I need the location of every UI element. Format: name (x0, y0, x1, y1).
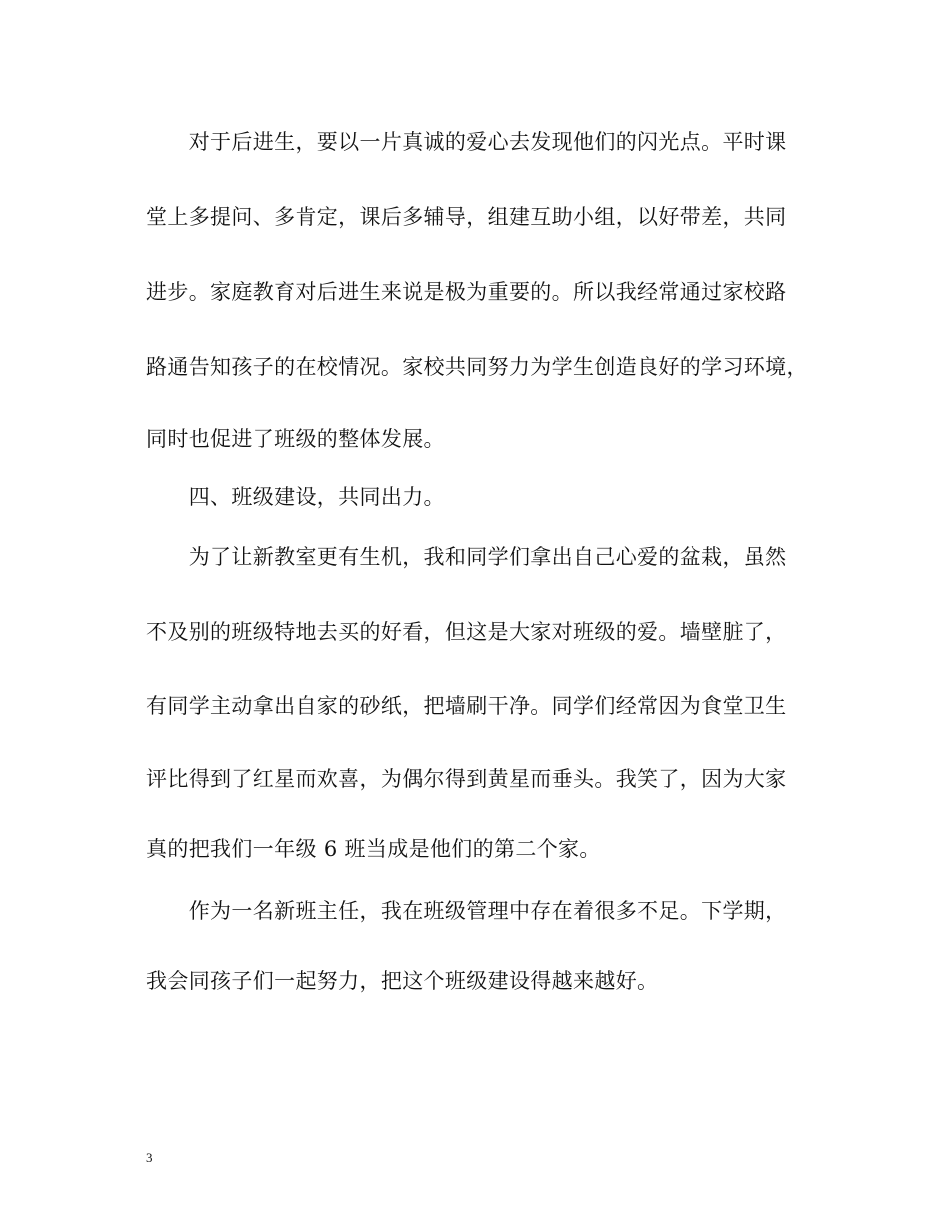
paragraph-line: 真的把我们一年级 6 班当成是他们的第二个家。 (146, 837, 601, 861)
paragraph-line: 堂上多提问、多肯定，课后多辅导，组建互助小组，以好带差，共同 (146, 205, 787, 229)
section-heading: 四、班级建设，共同出力。 (146, 485, 445, 509)
paragraph-line: 有同学主动拿出自家的砂纸，把墙刷干净。同学们经常因为食堂卫生 (146, 694, 787, 718)
paragraph-line: 为了让新教室更有生机，我和同学们拿出自己心爱的盆栽，虽然 (146, 545, 787, 569)
paragraph-line: 评比得到了红星而欢喜，为偶尔得到黄星而垂头。我笑了，因为大家 (146, 767, 787, 791)
paragraph-line: 进步。家庭教育对后进生来说是极为重要的。所以我经常通过家校路 (146, 280, 787, 304)
paragraph-line: 路通告知孩子的在校情况。家校共同努力为学生创造良好的学习环境， (146, 355, 808, 379)
paragraph-line: 对于后进生，要以一片真诚的爱心去发现他们的闪光点。平时课 (146, 130, 787, 154)
paragraph-line: 我会同孩子们一起努力，把这个班级建设得越来越好。 (146, 969, 659, 993)
paragraph-line: 同时也促进了班级的整体发展。 (146, 427, 445, 451)
page-number: 3 (146, 1150, 153, 1165)
paragraph-line: 作为一名新班主任，我在班级管理中存在着很多不足。下学期， (146, 899, 787, 923)
paragraph-line: 不及别的班级特地去买的好看，但这是大家对班级的爱。墙壁脏了， (146, 620, 787, 644)
